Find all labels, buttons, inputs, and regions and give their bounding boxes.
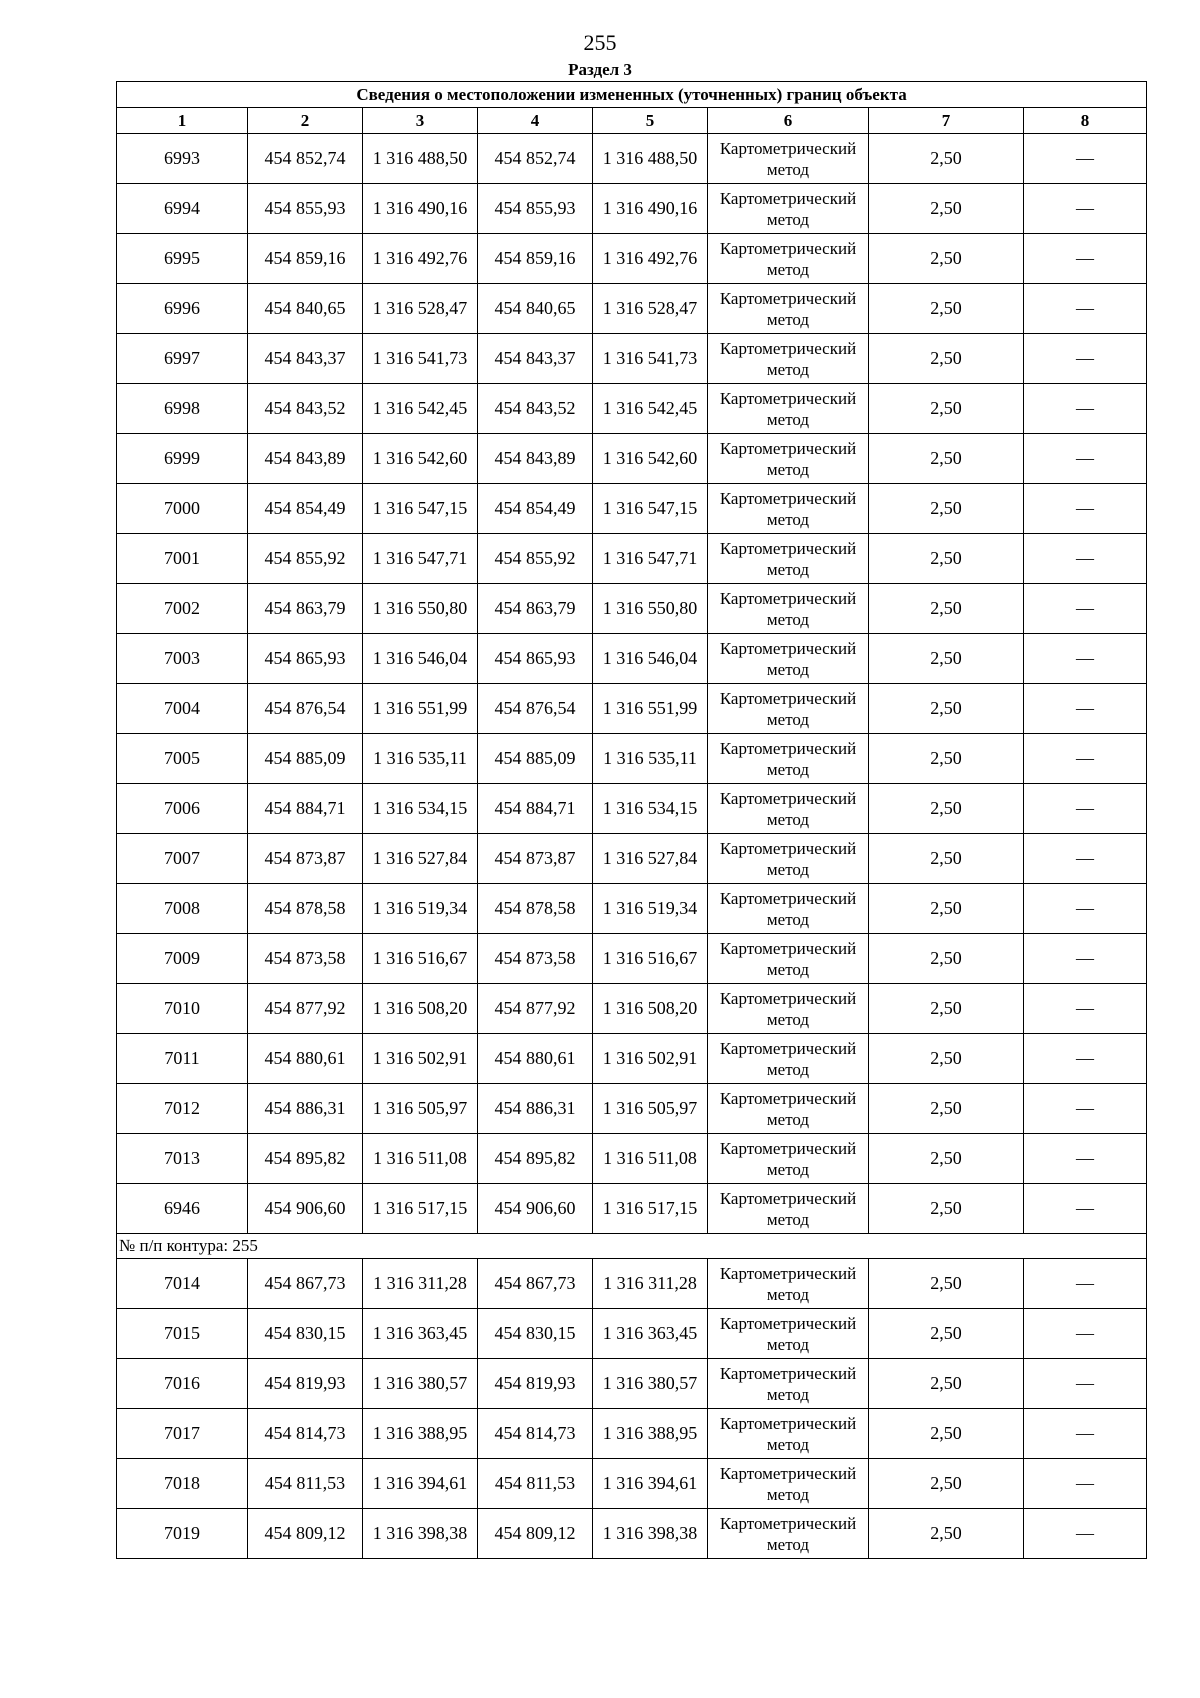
table-row [117, 684, 1147, 734]
extra-cell: — [1024, 584, 1147, 634]
extra-cell: — [1024, 534, 1147, 584]
column-number: 3 [363, 108, 478, 134]
accuracy-cell: 2,50 [869, 284, 1024, 334]
coord-x-existing: 454 885,09 [248, 734, 363, 784]
coord-x-refined: 454 873,58 [478, 934, 593, 984]
extra-cell: — [1024, 234, 1147, 284]
method-cell: Картометрический метод [708, 234, 869, 284]
coord-x-refined: 454 830,15 [478, 1309, 593, 1359]
accuracy-cell: 2,50 [869, 784, 1024, 834]
accuracy-cell: 2,50 [869, 1459, 1024, 1509]
coord-x-refined: 454 877,92 [478, 984, 593, 1034]
coord-x-refined: 454 884,71 [478, 784, 593, 834]
accuracy-cell: 2,50 [869, 434, 1024, 484]
column-number: 5 [593, 108, 708, 134]
accuracy-cell: 2,50 [869, 884, 1024, 934]
coord-y-refined: 1 316 490,16 [593, 184, 708, 234]
table-row [117, 1309, 1147, 1359]
coord-y-refined: 1 316 380,57 [593, 1359, 708, 1409]
coord-x-existing: 454 867,73 [248, 1259, 363, 1309]
coord-x-refined: 454 840,65 [478, 284, 593, 334]
coord-y-refined: 1 316 363,45 [593, 1309, 708, 1359]
extra-cell: — [1024, 1509, 1147, 1559]
point-number: 7002 [117, 584, 248, 634]
method-cell: Картометрический метод [708, 734, 869, 784]
coord-y-existing: 1 316 488,50 [363, 134, 478, 184]
method-cell: Картометрический метод [708, 1034, 869, 1084]
coord-y-refined: 1 316 398,38 [593, 1509, 708, 1559]
coord-x-existing: 454 906,60 [248, 1184, 363, 1234]
coord-x-existing: 454 809,12 [248, 1509, 363, 1559]
coord-x-existing: 454 859,16 [248, 234, 363, 284]
coord-y-refined: 1 316 511,08 [593, 1134, 708, 1184]
method-cell: Картометрический метод [708, 334, 869, 384]
table-row [117, 1509, 1147, 1559]
coord-x-refined: 454 854,49 [478, 484, 593, 534]
table-row [117, 784, 1147, 834]
point-number: 7009 [117, 934, 248, 984]
table-row [117, 484, 1147, 534]
accuracy-cell: 2,50 [869, 684, 1024, 734]
coord-x-refined: 454 886,31 [478, 1084, 593, 1134]
table-row [117, 634, 1147, 684]
method-cell: Картометрический метод [708, 534, 869, 584]
coord-x-existing: 454 855,92 [248, 534, 363, 584]
column-number: 1 [117, 108, 248, 134]
extra-cell: — [1024, 1184, 1147, 1234]
coord-x-refined: 454 878,58 [478, 884, 593, 934]
column-number: 6 [708, 108, 869, 134]
column-number: 2 [248, 108, 363, 134]
coord-y-existing: 1 316 551,99 [363, 684, 478, 734]
coord-x-existing: 454 852,74 [248, 134, 363, 184]
coord-y-existing: 1 316 541,73 [363, 334, 478, 384]
method-cell: Картометрический метод [708, 684, 869, 734]
extra-cell: — [1024, 1409, 1147, 1459]
coord-y-refined: 1 316 488,50 [593, 134, 708, 184]
coord-x-refined: 454 863,79 [478, 584, 593, 634]
table-row [117, 1409, 1147, 1459]
coord-y-refined: 1 316 527,84 [593, 834, 708, 884]
extra-cell: — [1024, 1459, 1147, 1509]
method-cell: Картометрический метод [708, 1134, 869, 1184]
method-cell: Картометрический метод [708, 384, 869, 434]
contour-row [117, 1234, 1147, 1259]
column-number: 7 [869, 108, 1024, 134]
table-row [117, 1259, 1147, 1309]
coord-y-existing: 1 316 388,95 [363, 1409, 478, 1459]
table-row [117, 834, 1147, 884]
method-cell: Картометрический метод [708, 434, 869, 484]
table-row [117, 984, 1147, 1034]
point-number: 7000 [117, 484, 248, 534]
accuracy-cell: 2,50 [869, 234, 1024, 284]
point-number: 7016 [117, 1359, 248, 1409]
coord-x-refined: 454 843,37 [478, 334, 593, 384]
extra-cell: — [1024, 834, 1147, 884]
extra-cell: — [1024, 734, 1147, 784]
coord-y-refined: 1 316 394,61 [593, 1459, 708, 1509]
extra-cell: — [1024, 934, 1147, 984]
coord-y-existing: 1 316 398,38 [363, 1509, 478, 1559]
coord-x-refined: 454 819,93 [478, 1359, 593, 1409]
coord-x-existing: 454 865,93 [248, 634, 363, 684]
coord-x-refined: 454 906,60 [478, 1184, 593, 1234]
accuracy-cell: 2,50 [869, 1509, 1024, 1559]
accuracy-cell: 2,50 [869, 734, 1024, 784]
coord-y-refined: 1 316 516,67 [593, 934, 708, 984]
page-number: 255 [583, 30, 617, 55]
coord-x-existing: 454 811,53 [248, 1459, 363, 1509]
coord-x-refined: 454 855,92 [478, 534, 593, 584]
coord-x-existing: 454 843,52 [248, 384, 363, 434]
accuracy-cell: 2,50 [869, 1309, 1024, 1359]
table-row [117, 884, 1147, 934]
coord-x-refined: 454 852,74 [478, 134, 593, 184]
coord-x-refined: 454 873,87 [478, 834, 593, 884]
coord-x-existing: 454 814,73 [248, 1409, 363, 1459]
coord-y-existing: 1 316 550,80 [363, 584, 478, 634]
method-cell: Картометрический метод [708, 1409, 869, 1459]
coord-y-existing: 1 316 508,20 [363, 984, 478, 1034]
coord-x-refined: 454 814,73 [478, 1409, 593, 1459]
method-cell: Картометрический метод [708, 134, 869, 184]
table-title-row [117, 82, 1147, 108]
coord-x-existing: 454 873,58 [248, 934, 363, 984]
coord-y-refined: 1 316 492,76 [593, 234, 708, 284]
extra-cell: — [1024, 484, 1147, 534]
extra-cell: — [1024, 1309, 1147, 1359]
column-number: 4 [478, 108, 593, 134]
table-row [117, 1184, 1147, 1234]
point-number: 7011 [117, 1034, 248, 1084]
coord-y-existing: 1 316 311,28 [363, 1259, 478, 1309]
coord-y-existing: 1 316 534,15 [363, 784, 478, 834]
point-number: 7010 [117, 984, 248, 1034]
coord-x-existing: 454 830,15 [248, 1309, 363, 1359]
method-cell: Картометрический метод [708, 1084, 869, 1134]
accuracy-cell: 2,50 [869, 384, 1024, 434]
coord-y-refined: 1 316 551,99 [593, 684, 708, 734]
table-row [117, 1084, 1147, 1134]
coord-x-refined: 454 880,61 [478, 1034, 593, 1084]
coord-y-refined: 1 316 547,15 [593, 484, 708, 534]
method-cell: Картометрический метод [708, 834, 869, 884]
coord-x-refined: 454 809,12 [478, 1509, 593, 1559]
coord-y-existing: 1 316 546,04 [363, 634, 478, 684]
coord-y-refined: 1 316 542,45 [593, 384, 708, 434]
method-cell: Картометрический метод [708, 484, 869, 534]
coord-y-existing: 1 316 516,67 [363, 934, 478, 984]
point-number: 6946 [117, 1184, 248, 1234]
extra-cell: — [1024, 634, 1147, 684]
point-number: 7001 [117, 534, 248, 584]
accuracy-cell: 2,50 [869, 484, 1024, 534]
method-cell: Картометрический метод [708, 784, 869, 834]
coord-y-refined: 1 316 517,15 [593, 1184, 708, 1234]
method-cell: Картометрический метод [708, 1459, 869, 1509]
table-row [117, 184, 1147, 234]
point-number: 7007 [117, 834, 248, 884]
coord-x-refined: 454 865,93 [478, 634, 593, 684]
method-cell: Картометрический метод [708, 1259, 869, 1309]
extra-cell: — [1024, 684, 1147, 734]
coordinates-table [116, 81, 1147, 1559]
accuracy-cell: 2,50 [869, 1034, 1024, 1084]
coord-y-existing: 1 316 505,97 [363, 1084, 478, 1134]
coord-x-existing: 454 880,61 [248, 1034, 363, 1084]
coord-y-refined: 1 316 534,15 [593, 784, 708, 834]
extra-cell: — [1024, 1134, 1147, 1184]
point-number: 7015 [117, 1309, 248, 1359]
coord-y-refined: 1 316 546,04 [593, 634, 708, 684]
method-cell: Картометрический метод [708, 284, 869, 334]
extra-cell: — [1024, 1034, 1147, 1084]
point-number: 7003 [117, 634, 248, 684]
method-cell: Картометрический метод [708, 1184, 869, 1234]
coord-x-refined: 454 867,73 [478, 1259, 593, 1309]
coord-x-existing: 454 843,89 [248, 434, 363, 484]
point-number: 7014 [117, 1259, 248, 1309]
coord-y-refined: 1 316 502,91 [593, 1034, 708, 1084]
extra-cell: — [1024, 1084, 1147, 1134]
coord-y-refined: 1 316 388,95 [593, 1409, 708, 1459]
coord-x-refined: 454 843,89 [478, 434, 593, 484]
table-row [117, 534, 1147, 584]
coord-y-existing: 1 316 547,15 [363, 484, 478, 534]
coord-x-existing: 454 884,71 [248, 784, 363, 834]
method-cell: Картометрический метод [708, 634, 869, 684]
contour-label: № п/п контура: 255 [117, 1234, 1147, 1259]
coord-y-existing: 1 316 535,11 [363, 734, 478, 784]
method-cell: Картометрический метод [708, 1509, 869, 1559]
point-number: 7008 [117, 884, 248, 934]
point-number: 6996 [117, 284, 248, 334]
coord-x-existing: 454 878,58 [248, 884, 363, 934]
point-number: 7017 [117, 1409, 248, 1459]
coord-x-existing: 454 819,93 [248, 1359, 363, 1409]
coord-y-refined: 1 316 505,97 [593, 1084, 708, 1134]
point-number: 6994 [117, 184, 248, 234]
coord-y-existing: 1 316 492,76 [363, 234, 478, 284]
method-cell: Картометрический метод [708, 984, 869, 1034]
coord-y-refined: 1 316 550,80 [593, 584, 708, 634]
coord-x-existing: 454 895,82 [248, 1134, 363, 1184]
table-row [117, 1359, 1147, 1409]
section-title: Раздел 3 [568, 60, 632, 79]
coord-x-existing: 454 873,87 [248, 834, 363, 884]
table-row [117, 1459, 1147, 1509]
coord-x-existing: 454 854,49 [248, 484, 363, 534]
accuracy-cell: 2,50 [869, 1409, 1024, 1459]
point-number: 6999 [117, 434, 248, 484]
method-cell: Картометрический метод [708, 184, 869, 234]
table-row [117, 284, 1147, 334]
table-row [117, 1034, 1147, 1084]
coord-y-existing: 1 316 542,60 [363, 434, 478, 484]
coord-y-refined: 1 316 528,47 [593, 284, 708, 334]
accuracy-cell: 2,50 [869, 1134, 1024, 1184]
table-title: Сведения о местоположении измененных (уточненных) границ объекта [117, 82, 1147, 108]
column-number: 8 [1024, 108, 1147, 134]
coord-y-existing: 1 316 527,84 [363, 834, 478, 884]
table-row [117, 134, 1147, 184]
coord-y-refined: 1 316 541,73 [593, 334, 708, 384]
point-number: 6998 [117, 384, 248, 434]
coord-x-existing: 454 886,31 [248, 1084, 363, 1134]
coord-y-existing: 1 316 363,45 [363, 1309, 478, 1359]
coord-y-existing: 1 316 511,08 [363, 1134, 478, 1184]
coord-x-existing: 454 877,92 [248, 984, 363, 1034]
coord-y-existing: 1 316 394,61 [363, 1459, 478, 1509]
accuracy-cell: 2,50 [869, 834, 1024, 884]
coord-x-existing: 454 855,93 [248, 184, 363, 234]
coord-y-existing: 1 316 502,91 [363, 1034, 478, 1084]
point-number: 6995 [117, 234, 248, 284]
method-cell: Картометрический метод [708, 584, 869, 634]
coord-x-refined: 454 811,53 [478, 1459, 593, 1509]
coord-x-refined: 454 843,52 [478, 384, 593, 434]
accuracy-cell: 2,50 [869, 584, 1024, 634]
coord-x-existing: 454 863,79 [248, 584, 363, 634]
point-number: 7006 [117, 784, 248, 834]
coord-x-refined: 454 885,09 [478, 734, 593, 784]
extra-cell: — [1024, 184, 1147, 234]
coord-x-refined: 454 855,93 [478, 184, 593, 234]
coord-x-refined: 454 895,82 [478, 1134, 593, 1184]
column-numbers-row [117, 108, 1147, 134]
point-number: 7019 [117, 1509, 248, 1559]
point-number: 7005 [117, 734, 248, 784]
extra-cell: — [1024, 884, 1147, 934]
coord-x-existing: 454 876,54 [248, 684, 363, 734]
accuracy-cell: 2,50 [869, 184, 1024, 234]
coord-y-existing: 1 316 517,15 [363, 1184, 478, 1234]
table-row [117, 1134, 1147, 1184]
accuracy-cell: 2,50 [869, 334, 1024, 384]
table-row [117, 584, 1147, 634]
coord-y-existing: 1 316 519,34 [363, 884, 478, 934]
coord-y-existing: 1 316 380,57 [363, 1359, 478, 1409]
point-number: 7012 [117, 1084, 248, 1134]
method-cell: Картометрический метод [708, 934, 869, 984]
coord-x-refined: 454 859,16 [478, 234, 593, 284]
accuracy-cell: 2,50 [869, 134, 1024, 184]
coord-y-refined: 1 316 542,60 [593, 434, 708, 484]
extra-cell: — [1024, 134, 1147, 184]
coord-y-existing: 1 316 542,45 [363, 384, 478, 434]
coord-y-refined: 1 316 311,28 [593, 1259, 708, 1309]
accuracy-cell: 2,50 [869, 934, 1024, 984]
coord-y-existing: 1 316 528,47 [363, 284, 478, 334]
coord-y-refined: 1 316 547,71 [593, 534, 708, 584]
point-number: 7018 [117, 1459, 248, 1509]
method-cell: Картометрический метод [708, 1309, 869, 1359]
coord-x-existing: 454 843,37 [248, 334, 363, 384]
extra-cell: — [1024, 284, 1147, 334]
coord-y-existing: 1 316 547,71 [363, 534, 478, 584]
accuracy-cell: 2,50 [869, 1259, 1024, 1309]
accuracy-cell: 2,50 [869, 984, 1024, 1034]
extra-cell: — [1024, 1259, 1147, 1309]
extra-cell: — [1024, 1359, 1147, 1409]
extra-cell: — [1024, 984, 1147, 1034]
extra-cell: — [1024, 784, 1147, 834]
table-row [117, 384, 1147, 434]
accuracy-cell: 2,50 [869, 1359, 1024, 1409]
coord-y-refined: 1 316 535,11 [593, 734, 708, 784]
point-number: 7013 [117, 1134, 248, 1184]
accuracy-cell: 2,50 [869, 634, 1024, 684]
coord-y-refined: 1 316 519,34 [593, 884, 708, 934]
method-cell: Картометрический метод [708, 884, 869, 934]
extra-cell: — [1024, 384, 1147, 434]
extra-cell: — [1024, 434, 1147, 484]
point-number: 7004 [117, 684, 248, 734]
method-cell: Картометрический метод [708, 1359, 869, 1409]
table-row [117, 934, 1147, 984]
point-number: 6993 [117, 134, 248, 184]
table-row [117, 334, 1147, 384]
coord-y-existing: 1 316 490,16 [363, 184, 478, 234]
table-row [117, 734, 1147, 784]
extra-cell: — [1024, 334, 1147, 384]
accuracy-cell: 2,50 [869, 534, 1024, 584]
point-number: 6997 [117, 334, 248, 384]
coord-x-existing: 454 840,65 [248, 284, 363, 334]
coord-y-refined: 1 316 508,20 [593, 984, 708, 1034]
coord-x-refined: 454 876,54 [478, 684, 593, 734]
accuracy-cell: 2,50 [869, 1184, 1024, 1234]
table-row [117, 434, 1147, 484]
table-row [117, 234, 1147, 284]
accuracy-cell: 2,50 [869, 1084, 1024, 1134]
